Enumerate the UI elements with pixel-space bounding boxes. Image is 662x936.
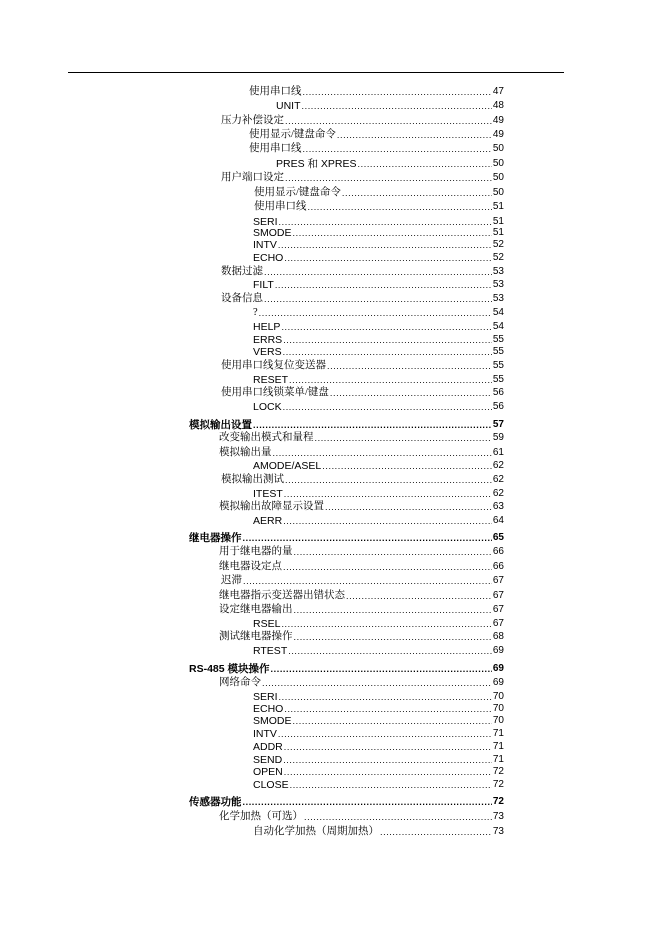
toc-page-number: 62 — [492, 474, 504, 485]
toc-entry[interactable] — [253, 401, 504, 413]
toc-entry-label: ECHO — [253, 703, 284, 715]
toc-entry-label: SERI — [253, 691, 278, 703]
toc-page-number: 72 — [492, 766, 504, 777]
toc-leader-dots — [315, 432, 492, 444]
toc-page-number: 50 — [492, 143, 504, 154]
toc-leader-dots — [243, 575, 492, 587]
toc-leader-dots — [281, 618, 491, 630]
toc-section-entry[interactable] — [189, 419, 504, 431]
toc-page-number: 53 — [492, 279, 504, 290]
toc-entry-label: SMODE — [253, 715, 292, 727]
toc-entry[interactable] — [253, 227, 504, 239]
toc-page-number: 62 — [492, 460, 504, 471]
toc-leader-dots — [281, 321, 491, 333]
toc-entry-label: 使用串口线锁菜单/键盘 — [221, 387, 329, 398]
toc-entry-label: ECHO — [253, 252, 284, 264]
toc-page-number: 71 — [492, 728, 504, 739]
toc-leader-dots — [337, 129, 492, 141]
toc-leader-dots — [284, 703, 492, 715]
toc-entry[interactable] — [219, 432, 504, 444]
toc-entry-label: ITEST — [253, 488, 283, 500]
toc-leader-dots — [283, 515, 492, 527]
toc-leader-dots — [325, 501, 492, 513]
toc-leader-dots — [264, 293, 492, 305]
toc-leader-dots — [283, 401, 492, 413]
toc-entry-label: 使用串口线 — [249, 86, 302, 97]
toc-page-number: 49 — [492, 129, 504, 140]
toc-page-number: 52 — [492, 239, 504, 250]
toc-page-number: 73 — [492, 826, 504, 837]
toc-leader-dots — [294, 631, 492, 643]
toc-entry[interactable] — [249, 143, 504, 155]
toc-leader-dots — [278, 728, 492, 740]
toc-leader-dots — [327, 360, 492, 372]
toc-leader-dots — [284, 766, 492, 778]
toc-page-number: 71 — [492, 741, 504, 752]
toc-entry[interactable] — [254, 201, 504, 213]
toc-entry[interactable] — [219, 604, 504, 616]
toc-leader-dots — [273, 447, 492, 459]
toc-page-number: 55 — [492, 346, 504, 357]
toc-entry[interactable] — [253, 346, 504, 358]
toc-entry-label: 传感器功能 — [189, 796, 242, 808]
toc-entry-label: 压力补偿设定 — [221, 115, 284, 126]
toc-entry[interactable] — [253, 703, 504, 715]
toc-page-number: 69 — [492, 677, 504, 688]
toc-entry-label: 使用显示/键盘命令 — [249, 129, 336, 140]
toc-entry-label: 继电器操作 — [189, 532, 242, 544]
toc-leader-dots — [293, 227, 492, 239]
toc-entry[interactable] — [253, 334, 504, 346]
toc-leader-dots — [342, 187, 492, 199]
toc-entry-label: AMODE/ASEL — [253, 460, 322, 472]
toc-leader-dots — [358, 158, 492, 170]
toc-entry[interactable] — [219, 501, 504, 513]
toc-page-number: 50 — [492, 158, 504, 169]
toc-leader-dots — [302, 100, 492, 112]
toc-page-number: 66 — [492, 546, 504, 557]
toc-page-number: 49 — [492, 115, 504, 126]
toc-entry-label: RS-485 模块操作 — [189, 663, 270, 675]
toc-page-number: 72 — [492, 796, 504, 807]
toc-leader-dots — [304, 811, 492, 823]
toc-entry-label: 改变输出模式和量程 — [219, 432, 314, 443]
toc-entry[interactable] — [253, 515, 504, 527]
toc-page-number: 51 — [492, 227, 504, 238]
toc-leader-dots — [284, 252, 492, 264]
toc-entry[interactable] — [221, 387, 504, 399]
toc-leader-dots — [380, 826, 492, 838]
toc-entry-label: HELP — [253, 321, 281, 333]
toc-entry-label: UNIT — [276, 100, 301, 112]
toc-entry[interactable] — [253, 826, 504, 838]
toc-leader-dots — [285, 172, 492, 184]
toc-entry-label: PRES 和 XPRES — [276, 158, 357, 170]
toc-entry[interactable] — [221, 172, 504, 184]
toc-entry[interactable] — [253, 307, 504, 319]
toc-entry-label: AERR — [253, 515, 283, 527]
toc-page-number: 56 — [492, 401, 504, 412]
toc-entry[interactable] — [219, 447, 504, 459]
toc-entry-label: 使用串口线 — [254, 201, 307, 212]
toc-entry-label: 使用串口线复位变送器 — [221, 360, 326, 371]
toc-leader-dots — [259, 307, 492, 319]
toc-page-number: 54 — [492, 321, 504, 332]
toc-leader-dots — [290, 779, 492, 791]
toc-entry[interactable] — [254, 187, 504, 199]
toc-entry[interactable] — [221, 575, 504, 587]
toc-entry-label: 设定继电器输出 — [219, 604, 293, 615]
toc-leader-dots — [283, 346, 492, 358]
toc-page-number: 57 — [492, 419, 504, 430]
toc-entry[interactable] — [221, 266, 504, 278]
toc-page-number: 51 — [492, 216, 504, 227]
toc-leader-dots — [253, 419, 492, 431]
toc-entry-label: 网络命令 — [219, 677, 261, 688]
toc-page-number: 55 — [492, 374, 504, 385]
toc-entry[interactable] — [276, 158, 504, 170]
toc-entry-label: RTEST — [253, 645, 288, 657]
toc-entry-label: 用户端口设定 — [221, 172, 284, 183]
toc-leader-dots — [322, 460, 492, 472]
toc-entry[interactable] — [253, 691, 504, 703]
toc-entry-label: SEND — [253, 754, 283, 766]
toc-leader-dots — [285, 115, 492, 127]
toc-page-number: 48 — [492, 100, 504, 111]
toc-leader-dots — [264, 266, 492, 278]
toc-entry-label: 使用显示/键盘命令 — [254, 187, 341, 198]
toc-entry[interactable] — [219, 811, 504, 823]
toc-entry[interactable] — [221, 115, 504, 127]
toc-page-number: 54 — [492, 307, 504, 318]
toc-page-number: 66 — [492, 561, 504, 572]
toc-entry-label: INTV — [253, 728, 277, 740]
toc-page-number: 53 — [492, 266, 504, 277]
toc-entry[interactable] — [253, 754, 504, 766]
toc-leader-dots — [284, 741, 492, 753]
toc-entry[interactable] — [253, 645, 504, 657]
toc-leader-dots — [284, 488, 492, 500]
toc-page-number: 47 — [492, 86, 504, 97]
toc-entry-label: ADDR — [253, 741, 283, 753]
toc-leader-dots — [303, 143, 492, 155]
toc-leader-dots — [289, 374, 492, 386]
toc-entry-label: 用于继电器的量 — [219, 546, 293, 557]
toc-entry-label: 使用串口线 — [249, 143, 302, 154]
toc-entry[interactable] — [253, 460, 504, 472]
toc-entry[interactable] — [219, 590, 504, 602]
toc-entry-label: 测试继电器操作 — [219, 631, 293, 642]
toc-entry[interactable] — [253, 239, 504, 251]
toc-entry[interactable] — [253, 488, 504, 500]
toc-entry[interactable] — [253, 321, 504, 333]
toc-page-number: 70 — [492, 691, 504, 702]
toc-page-number: 64 — [492, 515, 504, 526]
toc-leader-dots — [288, 645, 492, 657]
toc-entry-label: OPEN — [253, 766, 283, 778]
toc-leader-dots — [293, 715, 492, 727]
toc-page-number: 67 — [492, 604, 504, 615]
toc-section-entry[interactable] — [189, 663, 504, 675]
toc-entry-label: 继电器指示变送器出错状态 — [219, 590, 345, 601]
toc-entry-label: 模拟输出量 — [219, 447, 272, 458]
toc-leader-dots — [308, 201, 492, 213]
toc-entry-label: ERRS — [253, 334, 283, 346]
toc-page-number: 73 — [492, 811, 504, 822]
toc-page-number: 67 — [492, 575, 504, 586]
toc-page-number: 53 — [492, 293, 504, 304]
toc-entry[interactable] — [253, 779, 504, 791]
toc-page-number: 55 — [492, 334, 504, 345]
toc-page-number: 55 — [492, 360, 504, 371]
toc-entry[interactable] — [219, 677, 504, 689]
toc-entry[interactable] — [253, 715, 504, 727]
toc-entry[interactable] — [253, 252, 504, 264]
toc-page-number: 67 — [492, 590, 504, 601]
toc-page-number: 62 — [492, 488, 504, 499]
toc-entry[interactable] — [253, 741, 504, 753]
toc-page-number: 68 — [492, 631, 504, 642]
toc-entry-label: LOCK — [253, 401, 282, 413]
toc-leader-dots — [262, 677, 492, 689]
toc-section-entry[interactable] — [189, 796, 504, 808]
toc-entry[interactable] — [276, 100, 504, 112]
toc-entry-label: FILT — [253, 279, 274, 291]
toc-entry[interactable] — [253, 618, 504, 630]
toc-page-number: 69 — [492, 663, 504, 674]
toc-entry[interactable] — [219, 546, 504, 558]
toc-entry[interactable] — [221, 360, 504, 372]
toc-entry-label: VERS — [253, 346, 282, 358]
toc-entry-label: 模拟输出故障显示设置 — [219, 501, 324, 512]
toc-entry[interactable] — [253, 279, 504, 291]
toc-entry-label: SMODE — [253, 227, 292, 239]
toc-entry[interactable] — [253, 374, 504, 386]
toc-entry[interactable] — [219, 631, 504, 643]
toc-entry-label: RSEL — [253, 618, 281, 630]
toc-leader-dots — [283, 334, 492, 346]
toc-entry[interactable] — [221, 474, 504, 486]
toc-entry-label: 设备信息 — [221, 293, 263, 304]
toc-page-number: 59 — [492, 432, 504, 443]
toc-page-number: 69 — [492, 645, 504, 656]
toc-page-number: 61 — [492, 447, 504, 458]
toc-page-number: 70 — [492, 703, 504, 714]
toc-page-number: 50 — [492, 172, 504, 183]
toc-page-number: 50 — [492, 187, 504, 198]
toc-entry[interactable] — [249, 86, 504, 98]
toc-leader-dots — [243, 796, 492, 808]
toc-entry-label: 自动化学加热（周期加热） — [253, 826, 379, 837]
toc-leader-dots — [285, 474, 492, 486]
toc-entry-label: ? — [253, 307, 258, 318]
toc-entry-label: SERI — [253, 216, 278, 228]
toc-leader-dots — [271, 663, 492, 675]
toc-page-number: 72 — [492, 779, 504, 790]
toc-page-number: 52 — [492, 252, 504, 263]
toc-entry-label: 数据过滤 — [221, 266, 263, 277]
toc-leader-dots — [294, 604, 492, 616]
toc-entry-label: INTV — [253, 239, 277, 251]
toc-page-number: 70 — [492, 715, 504, 726]
toc-page-number: 51 — [492, 201, 504, 212]
toc-page-number: 71 — [492, 754, 504, 765]
toc-entry-label: 模拟输出测试 — [221, 474, 284, 485]
toc-leader-dots — [283, 754, 492, 766]
toc-entry-label: 化学加热（可选） — [219, 811, 303, 822]
toc-entry-label: 模拟输出设置 — [189, 419, 252, 431]
toc-page-number: 67 — [492, 618, 504, 629]
toc-entry[interactable] — [253, 728, 504, 740]
toc-leader-dots — [275, 279, 492, 291]
toc-entry-label: CLOSE — [253, 779, 289, 791]
toc-leader-dots — [330, 387, 492, 399]
toc-leader-dots — [303, 86, 492, 98]
toc-leader-dots — [283, 561, 492, 573]
toc-page-number: 63 — [492, 501, 504, 512]
toc-entry[interactable] — [221, 293, 504, 305]
toc-entry-label: RESET — [253, 374, 289, 386]
toc-entry[interactable] — [219, 561, 504, 573]
toc-leader-dots — [346, 590, 492, 602]
toc-entry-label: 迟滞 — [221, 575, 242, 586]
toc-page-number: 65 — [492, 532, 504, 543]
toc-leader-dots — [294, 546, 492, 558]
toc-leader-dots — [278, 239, 492, 251]
toc-leader-dots — [279, 691, 492, 703]
toc-entry[interactable] — [253, 766, 504, 778]
toc-entry-label: 继电器设定点 — [219, 561, 282, 572]
toc-entry[interactable] — [249, 129, 504, 141]
toc-section-entry[interactable] — [189, 532, 504, 544]
toc-leader-dots — [243, 532, 492, 544]
toc-page-number: 56 — [492, 387, 504, 398]
